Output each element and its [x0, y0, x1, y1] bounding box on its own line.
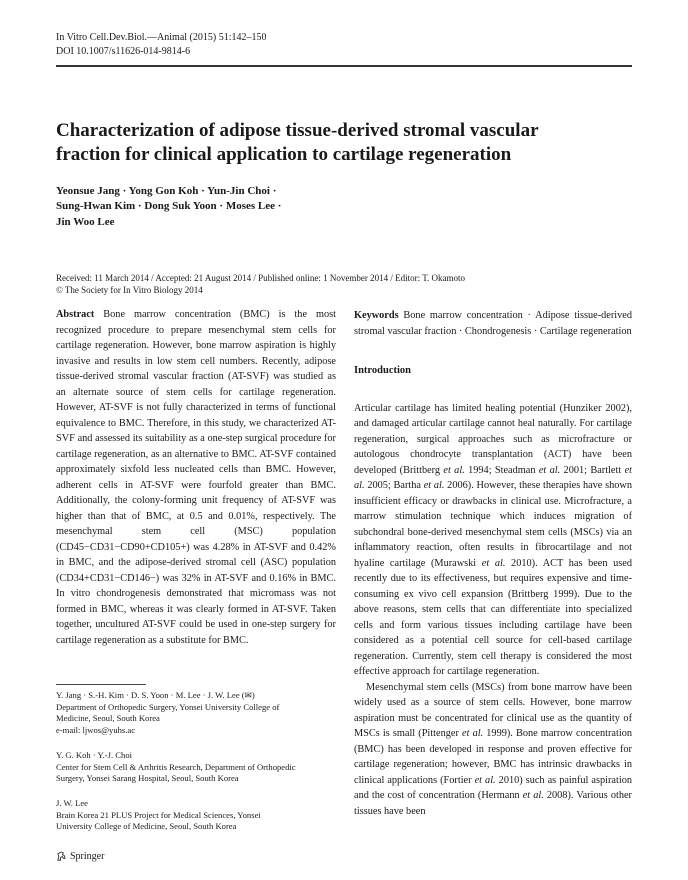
paragraph-text: Articular cartilage has limited healing potential (Hunziker 2002), and damaged articular cartilage cannot heal naturally. For cartilage regeneration, surgical approaches such as microfracture or autologous chondrocyte transplantation (ACT) have been developed (Brittberg — [354, 402, 632, 476]
paragraph-text: 2008). Various other tissues have been — [354, 790, 632, 817]
paragraph-text: 2005; Bartha — [364, 480, 424, 491]
italic-citation-text: et al. — [522, 790, 544, 801]
keywords-label: Keywords — [354, 310, 399, 321]
paragraph-text: 2001; Bartlett — [560, 464, 625, 476]
affiliation-names: J. W. Lee — [56, 798, 88, 808]
italic-citation-text: et al. — [423, 480, 445, 491]
affiliation-line: Department of Orthopedic Surgery, Yonsei University College of — [56, 701, 280, 712]
keywords-text: Bone marrow concentration · Adipose tissue-derived stromal vascular fraction · Chondrogenesis · Cartilage regeneration — [354, 310, 632, 337]
paper-title — [56, 119, 616, 167]
italic-citation-text: et al. — [462, 728, 484, 739]
abstract-text: Bone marrow concentration (BMC) is the most recognized procedure to prepare mesenchymal stem cells for cartilage regeneration. However, bone marrow aspiration is highly invasive and results in low stem cell numbers. Recently, adipose tissue-derived stromal vascular fraction (AT-SVF) was studied as an alternate source of stem cells for cartilage regeneration. However, AT-SVF is not fully characterized in terms of functional equivalence to BMC. Therefore, in this study, we characterized AT-SVF and assessed its suitability as a one-step surgical procedure for cartilage regeneration, as an alternative to BMC. AT-SVF contained approximately sixfold less nucleated cells than BMC. However, adherent cells in AT-SVF were fourfold greater than BMC. Additionally, the colony-forming unit frequency of AT-SVF was higher than that of BMC, at 0.5 and 0.01%, respectively. The mesenchymal stem cell (MSC) population (CD45−CD31−CD90+CD105+) was 4.28% in AT-SVF and 0.42% in BMC, and the adipose-derived stromal cell (ASC) population (CD34+CD31−CD146−) was 32% in AT-SVF and 0.16% in BMC. In vitro chondrogenesis demonstrated that micromass was not formed in BMC, whereas it was clearly formed in AT-SVF. Taken together, uncultured AT-SVF could be used in one-step surgery for cartilage regeneration as a substitute for BMC. — [56, 309, 336, 646]
affiliation-block — [56, 690, 336, 736]
introduction-paragraph — [354, 680, 632, 820]
author-line: Sung-Hwan Kim · Dong Suk Yoon · Moses Lee · — [56, 200, 282, 213]
journal-header — [56, 31, 267, 59]
italic-citation-text: et al. — [538, 464, 561, 476]
affiliation-block — [56, 750, 336, 785]
italic-citation-text: et al. — [474, 774, 496, 786]
history-dates: Received: 11 March 2014 / Accepted: 21 August 2014 / Published online: 1 November 2014 / Editor: T. Okamoto — [56, 273, 466, 283]
title-line: fraction for clinical application to cartilage regeneration — [56, 144, 512, 165]
affiliation-block — [56, 798, 336, 833]
paragraph-text: 1999). Bone marrow concentration (BMC) has been developed in response and proven effective for cartilage regeneration; however, BMC has intrinsic drawbacks in clinical applications (Fortier — [354, 728, 633, 786]
keywords-section — [354, 308, 632, 339]
doi: DOI 10.1007/s11626-014-9814-6 — [56, 46, 191, 57]
footnote-rule — [56, 684, 146, 685]
springer-horse-icon — [56, 851, 67, 862]
affiliation-line: Medicine, Seoul, South Korea — [56, 713, 160, 723]
copyright: © The Society for In Vitro Biology 2014 — [56, 285, 203, 295]
paragraph-text: 2010) such as painful aspiration and the cost of concentration (Hermann — [354, 774, 633, 801]
author-line: Jin Woo Lee — [56, 215, 115, 228]
paragraph-text: 2010). ACT has been used recently due to its effectiveness, but requires expensive and time-consuming ex vivo cell expansion (Brittberg 1999). Due to the above reasons, stem cells that can differentiate into specialized cells and form various tissues including cartilage have been considered as a potential cell source for cell-based cartilage regeneration. Currently, stem cell therapy is considered the most effective approach for cartilage regeneration. — [354, 557, 632, 677]
affiliation-line: Center for Stem Cell & Arthritis Research, Department of Orthopedic — [56, 761, 296, 772]
affiliation-line: Surgery, Yonsei Sarang Hospital, Seoul, South Korea — [56, 773, 239, 783]
abstract-section — [56, 307, 336, 648]
author-line: Yeonsue Jang · Yong Gon Koh · Yun-Jin Choi · — [56, 185, 277, 197]
journal-citation: In Vitro Cell.Dev.Biol.—Animal (2015) 51:142–150 — [56, 32, 267, 43]
publisher-logo — [56, 851, 104, 862]
introduction-paragraph — [354, 401, 632, 680]
author-list — [56, 184, 356, 230]
italic-citation-text: et al. — [443, 464, 465, 476]
paragraph-text: Mesenchymal stem cells (MSCs) from bone marrow have been widely used as a source of stem cells. However, bone marrow aspiration must be concentrated for clinical use as the quantity of MSCs is small (Pittenger — [354, 681, 632, 739]
affiliation-email[interactable]: e-mail: ljwos@yuhs.ac — [56, 724, 136, 735]
paragraph-text: 1994; Steadman — [464, 464, 539, 476]
right-column — [354, 308, 632, 819]
title-line: Characterization of adipose tissue-derived stromal vascular — [56, 120, 539, 141]
italic-citation-text: et al. — [481, 557, 506, 569]
italic-citation-text: et al. — [354, 464, 632, 491]
affiliation-names: Y. G. Koh · Y.-J. Choi — [56, 750, 132, 760]
introduction-heading: Introduction — [354, 365, 411, 376]
affiliation-line: Brain Korea 21 PLUS Project for Medical Sciences, Yonsei — [56, 809, 261, 820]
affiliation-names: Y. Jang · S.-H. Kim · D. S. Yoon · M. Lee · J. W. Lee (✉) — [56, 690, 255, 700]
header-rule — [56, 65, 632, 67]
paragraph-text: 2006). However, these therapies have shown insufficient efficacy or drawbacks in clinical use. Microfracture, a marrow stimulation technique which induces migration of subchondral bone-derived mesenchymal stem cells (MSCs) via an inflammatory reaction, often results in fibrocartilage and not hyaline cartilage (Murawski — [354, 480, 633, 569]
abstract-label: Abstract — [56, 309, 95, 320]
publisher-name: Springer — [70, 851, 105, 862]
affiliation-line: University College of Medicine, Seoul, South Korea — [56, 821, 237, 831]
article-meta — [56, 272, 632, 296]
